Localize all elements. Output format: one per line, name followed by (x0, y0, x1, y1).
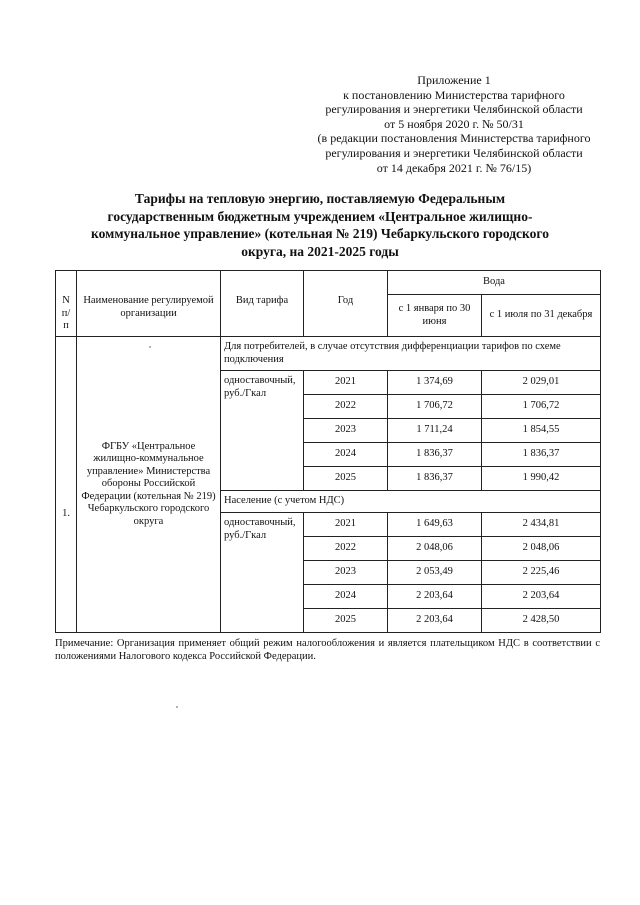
group-label: Для потребителей, в случае отсутствия дифференциации тарифов по схеме подключения (221, 337, 601, 371)
value-first-half: 1 836,37 (388, 467, 482, 491)
header-water: Вода (388, 271, 601, 295)
header-number: N п/п (56, 271, 77, 337)
value-second-half: 1 706,72 (482, 395, 601, 419)
appendix-line: от 14 декабря 2021 г. № 76/15) (376, 160, 532, 175)
value-second-half: 1 836,37 (482, 443, 601, 467)
appendix-line: к постановлению Министерства тарифного (343, 87, 565, 102)
value-second-half: 2 428,50 (482, 609, 601, 633)
year-cell: 2023 (304, 561, 388, 585)
organization-name: ФГБУ «Центральное жилищно-коммунальное управление» Министерства обороны Российской Федерации (котельная № 219) Чебаркульского городского округа (77, 337, 221, 633)
value-first-half: 1 706,72 (388, 395, 482, 419)
value-first-half: 2 203,64 (388, 585, 482, 609)
header-first-half: с 1 января по 30 июня (388, 295, 482, 337)
group-label: Население (с учетом НДС) (221, 491, 601, 513)
value-second-half: 2 225,46 (482, 561, 601, 585)
appendix-block (280, 73, 628, 175)
appendix-line: от 5 ноября 2020 г. № 50/31 (384, 116, 524, 131)
table-row (56, 337, 601, 371)
year-cell: 2022 (304, 537, 388, 561)
appendix-line: регулирования и энергетики Челябинской области (325, 145, 583, 160)
year-cell: 2021 (304, 513, 388, 537)
title-line: государственным бюджетным учреждением «Центральное жилищно- (107, 208, 533, 224)
header-organization: Наименование регулируемой организации (77, 271, 221, 337)
value-first-half: 1 374,69 (388, 371, 482, 395)
value-second-half: 2 029,01 (482, 371, 601, 395)
value-first-half: 1 836,37 (388, 443, 482, 467)
value-first-half: 1 711,24 (388, 419, 482, 443)
title-line: коммунальное управление» (котельная № 219) Чебаркульского городского (91, 226, 549, 241)
value-second-half: 1 854,55 (482, 419, 601, 443)
year-cell: 2024 (304, 585, 388, 609)
table-header-row (56, 271, 601, 295)
year-cell: 2022 (304, 395, 388, 419)
value-first-half: 2 048,06 (388, 537, 482, 561)
header-year: Год (304, 271, 388, 337)
year-cell: 2025 (304, 609, 388, 633)
scan-speck (176, 706, 178, 708)
appendix-line: (в редакции постановления Министерства тарифного (317, 131, 591, 146)
tariff-kind: одноставочный, руб./Гкал (221, 513, 304, 633)
year-cell: 2025 (304, 467, 388, 491)
scan-speck (149, 346, 151, 348)
tariff-table (55, 270, 601, 633)
year-cell: 2023 (304, 419, 388, 443)
tariff-kind: одноставочный, руб./Гкал (221, 371, 304, 491)
value-first-half: 2 053,49 (388, 561, 482, 585)
value-second-half: 2 048,06 (482, 537, 601, 561)
appendix-line: регулирования и энергетики Челябинской области (325, 102, 583, 117)
value-second-half: 1 990,42 (482, 467, 601, 491)
value-first-half: 1 649,63 (388, 513, 482, 537)
footnote: Примечание: Организация применяет общий режим налогообложения и является плательщиком НДС в соответствии с положениями Налогового кодекса Российской Федерации. (55, 638, 600, 662)
row-number: 1. (56, 337, 77, 633)
header-second-half: с 1 июля по 31 декабря (482, 295, 601, 337)
header-tariff-kind: Вид тарифа (221, 271, 304, 337)
title-line: Тарифы на тепловую энергию, поставляемую Федеральным (134, 191, 506, 206)
value-first-half: 2 203,64 (388, 609, 482, 633)
appendix-line: Приложение 1 (417, 73, 491, 87)
year-cell: 2024 (304, 443, 388, 467)
value-second-half: 2 434,81 (482, 513, 601, 537)
year-cell: 2021 (304, 371, 388, 395)
title-line: округа, на 2021-2025 годы (241, 243, 399, 259)
value-second-half: 2 203,64 (482, 585, 601, 609)
document-title (60, 190, 580, 260)
